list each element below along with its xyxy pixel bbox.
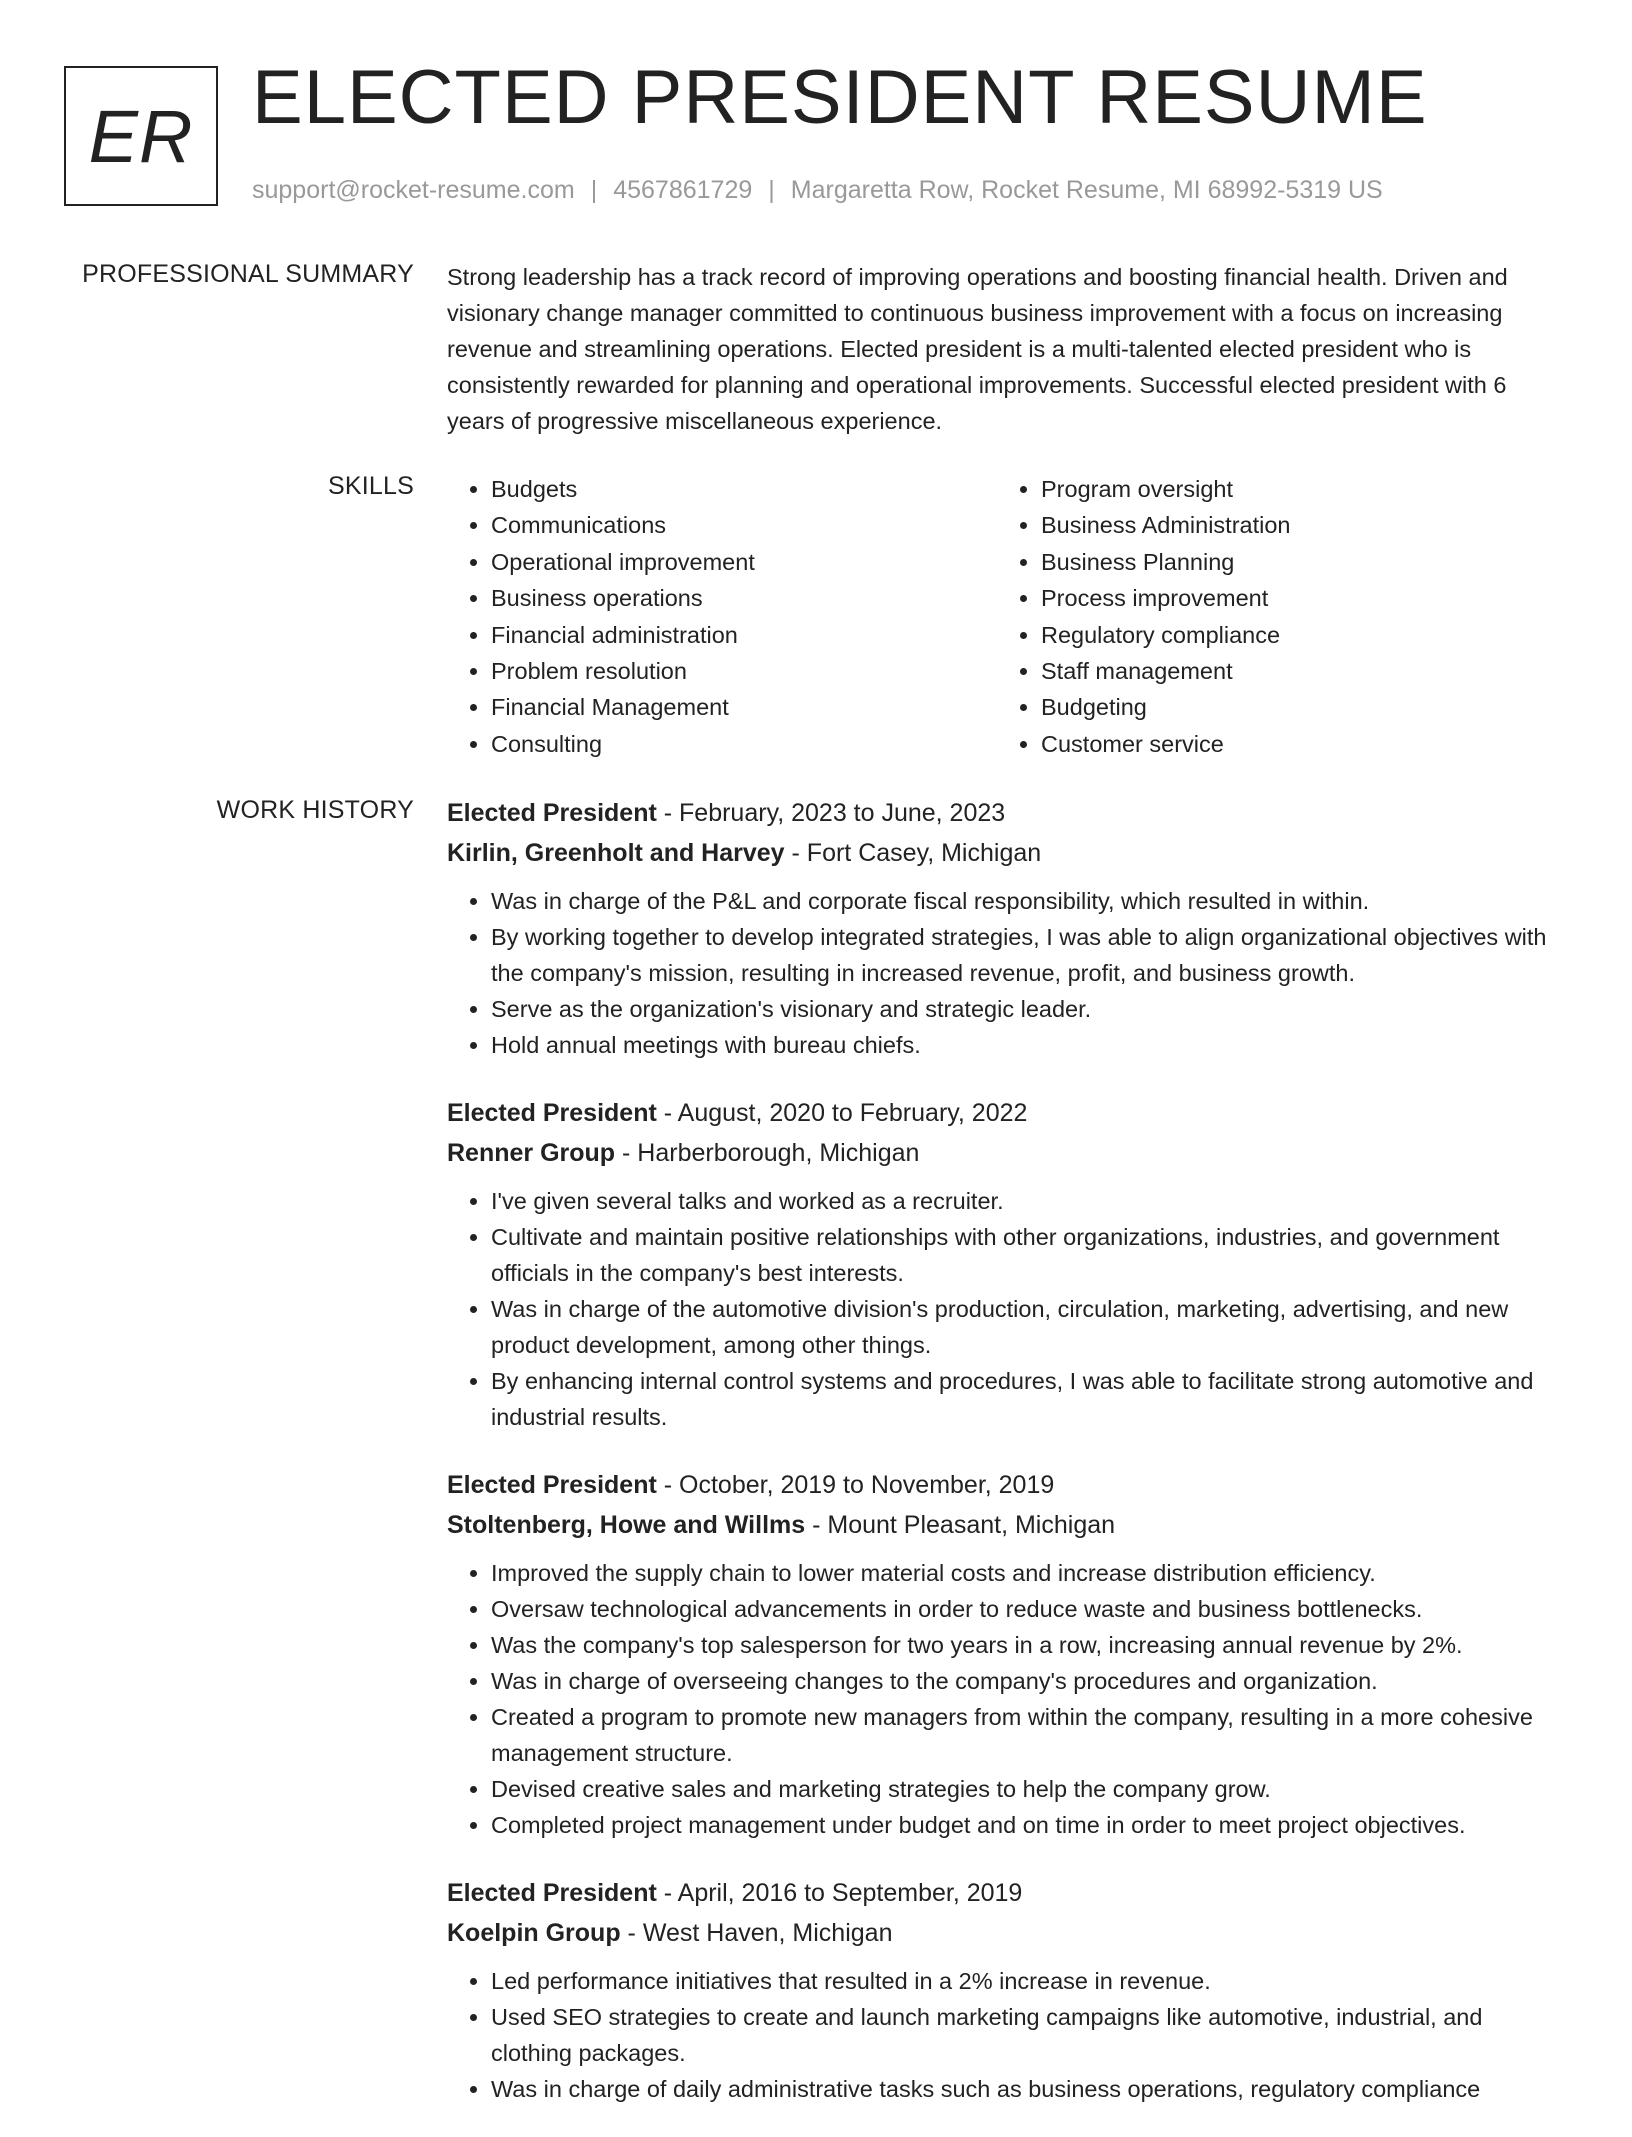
job-location: - Harberborough, Michigan <box>615 1139 920 1167</box>
skill-item: • Staff management <box>1041 653 1547 689</box>
job-location: - Mount Pleasant, Michigan <box>805 1511 1116 1539</box>
job-bullet: • Completed project management under budget and on time in order to meet project objectives. <box>491 1807 1567 1843</box>
summary-section <box>447 259 1567 439</box>
job-bullets <box>447 1183 1567 1435</box>
job-bullet: • Was in charge of the automotive division's production, circulation, marketing, advertising, and new product development, among other things. <box>491 1291 1567 1363</box>
monogram-logo: ER <box>64 66 218 206</box>
skills-label: SKILLS <box>328 472 414 500</box>
job-dates: - April, 2016 to September, 2019 <box>656 1879 1023 1907</box>
summary-label: PROFESSIONAL SUMMARY <box>82 260 414 288</box>
job-company-line <box>447 1913 1567 1953</box>
job-title-line <box>447 1093 1567 1133</box>
skill-item: • Problem resolution <box>491 653 997 689</box>
job-company: Koelpin Group <box>447 1919 621 1947</box>
job-entry <box>447 1465 1567 1843</box>
skills-list-left <box>447 471 997 762</box>
job-bullet: • Was the company's top salesperson for two years in a row, increasing annual revenue by 2%. <box>491 1627 1567 1663</box>
skill-item: • Business Administration <box>1041 507 1547 543</box>
job-bullet: • Used SEO strategies to create and launch marketing campaigns like automotive, industrial, and clothing packages. <box>491 1999 1567 2071</box>
skill-item: • Business operations <box>491 580 997 616</box>
skill-item: • Process improvement <box>1041 580 1547 616</box>
job-company-line <box>447 1133 1567 1173</box>
skill-item: • Operational improvement <box>491 544 997 580</box>
job-bullets <box>447 1555 1567 1843</box>
contact-email[interactable]: support@rocket-resume.com <box>252 176 575 204</box>
skill-item: • Budgeting <box>1041 689 1547 725</box>
contact-separator: | <box>768 176 775 204</box>
summary-text: Strong leadership has a track record of improving operations and boosting financial health. Driven and visionary change manager committed to continuous business improvement with a focus on increasing revenue and streamlining operations. Elected president is a multi-talented elected president who is consistently rewarded for planning and operational improvements. Successful elected president with 6 years of progressive miscellaneous experience. <box>447 264 1508 434</box>
contact-address: Margaretta Row, Rocket Resume, MI 68992-5319 US <box>790 176 1383 204</box>
job-title-line <box>447 1873 1567 1913</box>
work-history-section <box>447 793 1567 2137</box>
job-entry <box>447 793 1567 1063</box>
job-company: Stoltenberg, Howe and Willms <box>447 1511 806 1539</box>
job-bullet: • Oversaw technological advancements in order to reduce waste and business bottlenecks. <box>491 1591 1567 1627</box>
job-bullet: • I've given several talks and worked as a recruiter. <box>491 1183 1567 1219</box>
job-bullet: • Devised creative sales and marketing strategies to help the company grow. <box>491 1771 1567 1807</box>
work-history-label: WORK HISTORY <box>216 796 414 824</box>
job-bullet: • Serve as the organization's visionary and strategic leader. <box>491 991 1567 1027</box>
skill-item: • Budgets <box>491 471 997 507</box>
job-title: Elected President <box>447 799 657 827</box>
skills-list-right <box>997 471 1547 762</box>
skill-item: • Regulatory compliance <box>1041 617 1547 653</box>
job-dates: - August, 2020 to February, 2022 <box>656 1099 1028 1127</box>
job-bullet: • Improved the supply chain to lower material costs and increase distribution efficiency. <box>491 1555 1567 1591</box>
job-bullet: • Led performance initiatives that resulted in a 2% increase in revenue. <box>491 1963 1567 1999</box>
job-dates: - February, 2023 to June, 2023 <box>656 799 1006 827</box>
job-bullet: • Was in charge of daily administrative tasks such as business operations, regulatory compliance <box>491 2071 1567 2107</box>
contact-separator: | <box>590 176 598 204</box>
job-company: Kirlin, Greenholt and Harvey <box>447 839 785 867</box>
job-company-line <box>447 1505 1567 1545</box>
skill-item: • Financial administration <box>491 617 997 653</box>
job-title: Elected President <box>447 1099 657 1127</box>
job-bullet: • Was in charge of overseeing changes to the company's procedures and organization. <box>491 1663 1567 1699</box>
job-bullet: • Cultivate and maintain positive relationships with other organizations, industries, and government officials in the company's best interests. <box>491 1219 1567 1291</box>
job-entry <box>447 1093 1567 1435</box>
job-bullets <box>447 1963 1567 2107</box>
skill-item: • Financial Management <box>491 689 997 725</box>
skill-item: • Business Planning <box>1041 544 1547 580</box>
skill-item: • Consulting <box>491 726 997 762</box>
job-title-line <box>447 793 1567 833</box>
job-location: - West Haven, Michigan <box>620 1919 893 1947</box>
job-location: - Fort Casey, Michigan <box>784 839 1042 867</box>
job-title: Elected President <box>447 1471 657 1499</box>
job-title: Elected President <box>447 1879 657 1907</box>
job-bullet: • Was in charge of the P&L and corporate fiscal responsibility, which resulted in within. <box>491 883 1567 919</box>
job-company-line <box>447 833 1567 873</box>
contact-line <box>252 176 1383 205</box>
skill-item: • Customer service <box>1041 726 1547 762</box>
skill-item: • Program oversight <box>1041 471 1547 507</box>
job-entry <box>447 1873 1567 2107</box>
resume-title: ELECTED PRESIDENT RESUME <box>252 55 1428 140</box>
job-bullet: • Created a program to promote new managers from within the company, resulting in a more cohesive management structure. <box>491 1699 1567 1771</box>
job-bullet: • Hold annual meetings with bureau chiefs. <box>491 1027 1567 1063</box>
skills-section <box>447 471 1567 762</box>
contact-phone: 4567861729 <box>613 176 753 204</box>
job-title-line <box>447 1465 1567 1505</box>
job-bullet: • By enhancing internal control systems and procedures, I was able to facilitate strong automotive and industrial results. <box>491 1363 1567 1435</box>
job-bullets <box>447 883 1567 1063</box>
job-dates: - October, 2019 to November, 2019 <box>656 1471 1055 1499</box>
job-bullet: • By working together to develop integrated strategies, I was able to align organizational objectives with the company's mission, resulting in increased revenue, profit, and business growth. <box>491 919 1567 991</box>
job-company: Renner Group <box>447 1139 616 1167</box>
skill-item: • Communications <box>491 507 997 543</box>
